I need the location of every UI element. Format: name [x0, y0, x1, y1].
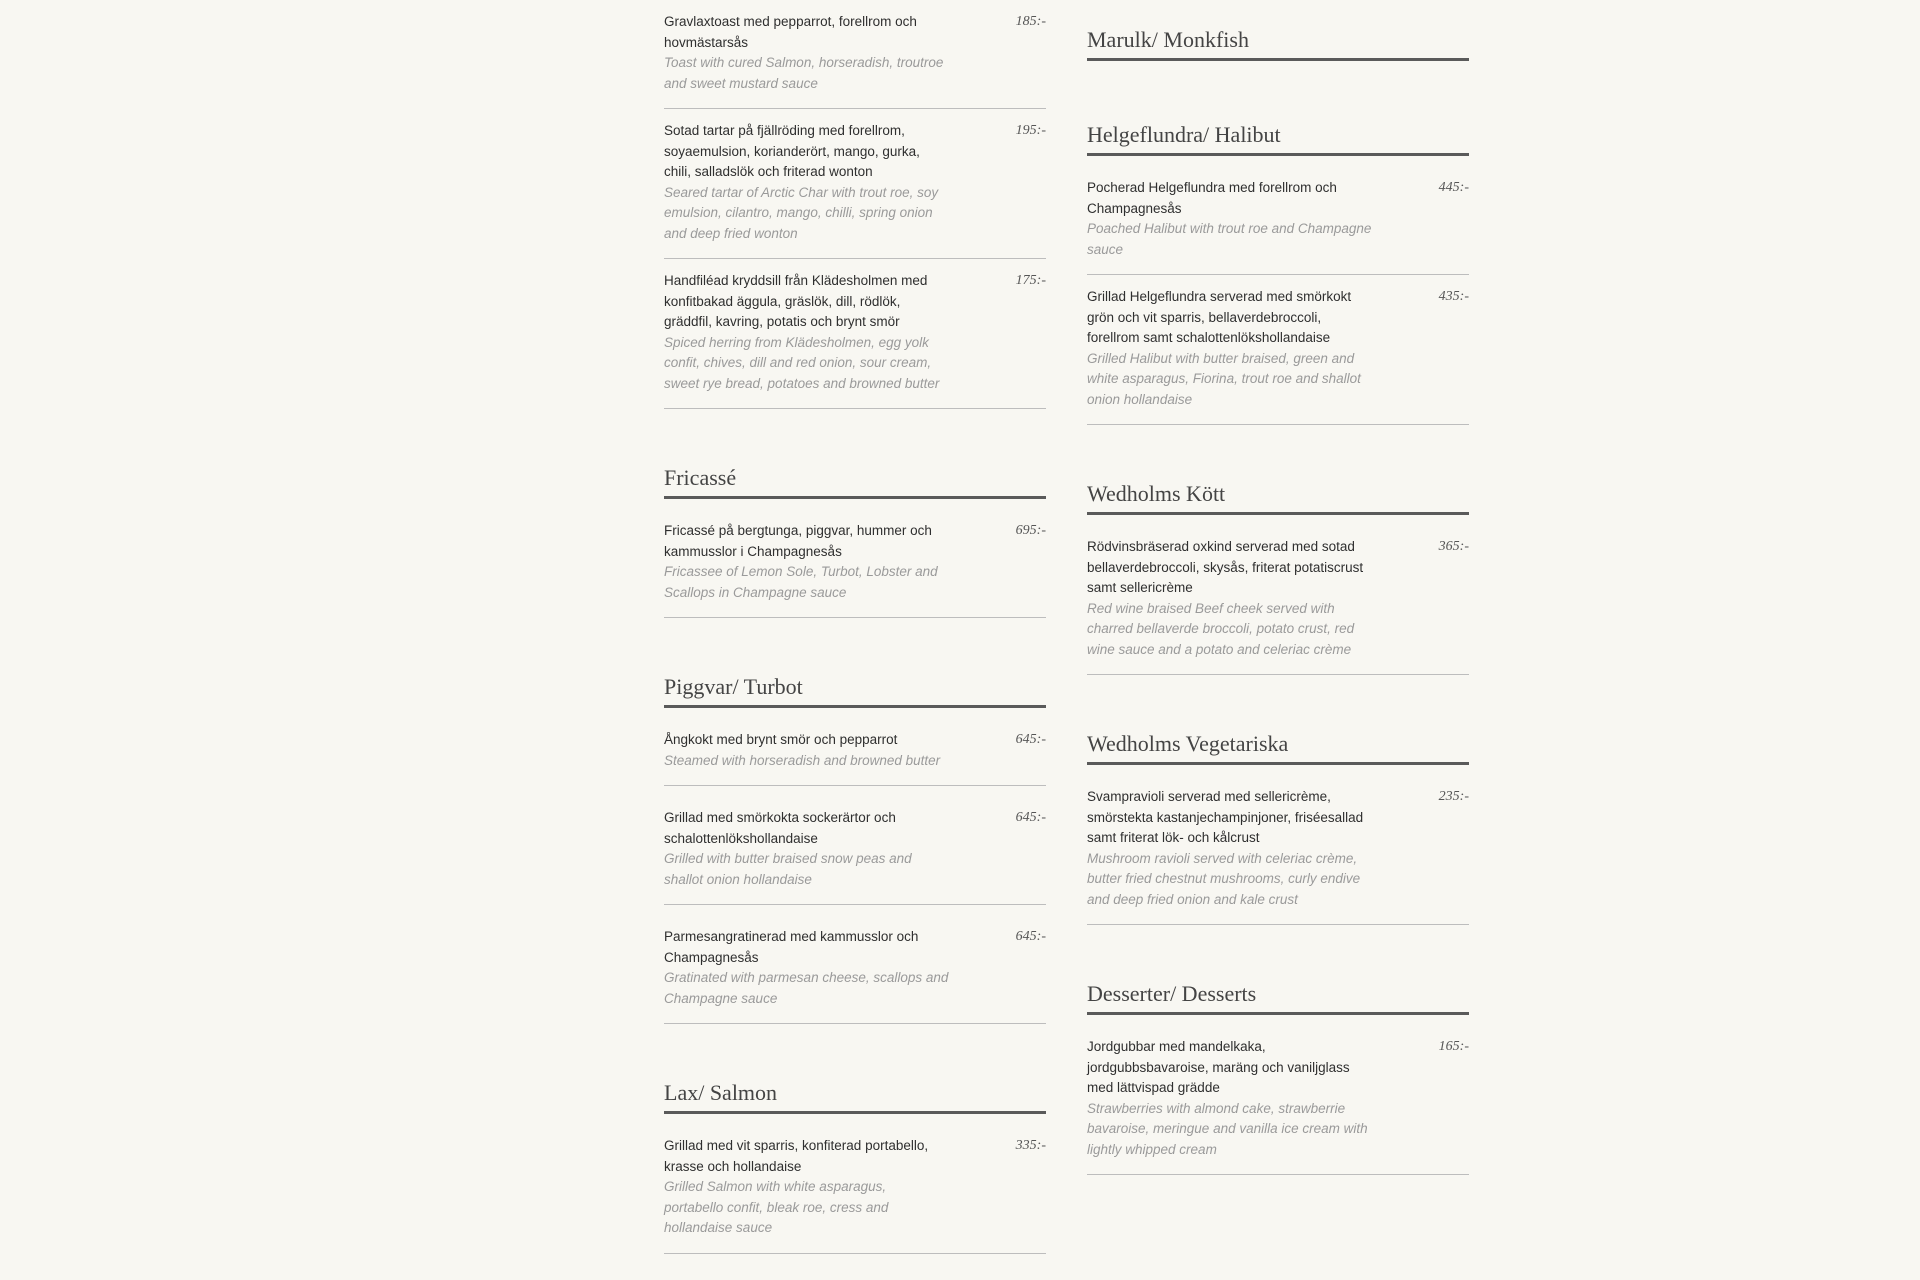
item-price: 435:-	[1438, 289, 1469, 304]
menu-item-turbot-steamed	[664, 730, 1046, 786]
section-vegetarian	[1087, 731, 1469, 925]
item-name-sv: Pocherad Helgeflundra med forellrom och Champagnesås	[1087, 180, 1337, 216]
section-fricasse	[664, 465, 1046, 618]
item-name-en: Gratinated with parmesan cheese, scallops and Champagne sauce	[664, 970, 949, 1006]
item-price: 645:-	[1015, 929, 1046, 944]
section-meat	[1087, 481, 1469, 675]
item-price: 365:-	[1438, 539, 1469, 554]
menu-item-beef-cheek	[1087, 537, 1469, 675]
section-title: Fricassé	[664, 465, 1046, 499]
item-name-sv: Svampravioli serverad med sellericrème, smörstekta kastanjechampinjoner, friséesallad samt friterat lök- och kålcrust	[1087, 789, 1364, 845]
section-title: Helgeflundra/ Halibut	[1087, 122, 1469, 156]
menu-item-halibut-grilled	[1087, 287, 1469, 425]
section-title: Wedholms Kött	[1087, 481, 1469, 515]
item-name-en: Spiced herring from Klädesholmen, egg yolk confit, chives, dill and red onion, sour cream, sweet rye bread, potatoes and browned butter	[664, 334, 940, 391]
menu-item-kryddsill	[664, 271, 1046, 409]
item-name-sv: Parmesangratinerad med kammusslor och Champagnesås	[664, 929, 919, 965]
item-price: 235:-	[1438, 789, 1469, 804]
item-price: 185:-	[1015, 14, 1046, 29]
menu-item-halibut-poached	[1087, 178, 1469, 275]
section-title: Lax/ Salmon	[664, 1080, 1046, 1114]
item-name-sv: Ångkokt med brynt smör och pepparrot	[664, 732, 898, 747]
section-title: Wedholms Vegetariska	[1087, 731, 1469, 765]
item-name-en: Fricassee of Lemon Sole, Turbot, Lobster and Scallops in Champagne sauce	[664, 564, 938, 600]
item-name-en: Seared tartar of Arctic Char with trout roe, soy emulsion, cilantro, mango, chilli, spring onion and deep fried wonton	[664, 184, 939, 241]
item-name-en: Grilled Halibut with butter braised, green and white asparagus, Fiorina, trout roe and shallot onion hollandaise	[1087, 350, 1361, 407]
item-price: 445:-	[1438, 180, 1469, 195]
item-name-sv: Rödvinsbräserad oxkind serverad med sotad bellaverdebroccoli, skysås, friterat potatiscrust samt sellericrème	[1087, 539, 1364, 595]
item-price: 195:-	[1015, 123, 1046, 138]
item-name-sv: Handfiléad kryddsill från Klädesholmen med konfitbakad äggula, gräslök, dill, rödlök, gräddfil, kavring, potatis och brynt smör	[664, 273, 928, 329]
section-turbot	[664, 674, 1046, 1024]
section-halibut	[1087, 122, 1469, 425]
menu-left-column	[664, 0, 1046, 1254]
section-title: Marulk/ Monkfish	[1087, 27, 1469, 61]
menu-item-mushroom-ravioli	[1087, 787, 1469, 925]
menu-item-strawberries	[1087, 1037, 1469, 1175]
item-name-sv: Sotad tartar på fjällröding med forellrom, soyaemulsion, korianderört, mango, gurka, chili, salladslök och friterad wonton	[664, 123, 920, 179]
item-price: 165:-	[1438, 1039, 1469, 1054]
item-name-sv: Gravlaxtoast med pepparrot, forellrom och hovmästarsås	[664, 14, 917, 50]
menu-item-gravlaxtoast	[664, 12, 1046, 109]
item-name-en: Grilled with butter braised snow peas and shallot onion hollandaise	[664, 851, 912, 887]
section-title: Desserter/ Desserts	[1087, 981, 1469, 1015]
item-name-en: Steamed with horseradish and browned butter	[664, 752, 941, 768]
item-price: 695:-	[1015, 523, 1046, 538]
item-name-sv: Grillad Helgeflundra serverad med smörkokt grön och vit sparris, bellaverdebroccoli, forellrom samt schalottenlökshollandaise	[1087, 289, 1352, 345]
menu-item-turbot-gratinated	[664, 927, 1046, 1024]
menu-item-turbot-grilled	[664, 808, 1046, 905]
menu-item-fricasse	[664, 521, 1046, 618]
item-price: 175:-	[1015, 273, 1046, 288]
item-price: 645:-	[1015, 732, 1046, 747]
item-price: 645:-	[1015, 810, 1046, 825]
item-price: 335:-	[1015, 1138, 1046, 1153]
section-title: Piggvar/ Turbot	[664, 674, 1046, 708]
item-name-en: Grilled Salmon with white asparagus, portabello confit, bleak roe, cress and hollandaise sauce	[664, 1179, 889, 1235]
section-starters	[664, 12, 1046, 409]
section-desserts	[1087, 981, 1469, 1175]
item-name-en: Red wine braised Beef cheek served with charred bellaverde broccoli, potato crust, red wine sauce and a potato and celeriac crème	[1087, 600, 1355, 657]
item-name-en: Poached Halibut with trout roe and Champagne sauce	[1087, 221, 1372, 257]
item-name-sv: Grillad med smörkokta sockerärtor och schalottenlökshollandaise	[664, 810, 896, 846]
item-name-en: Mushroom ravioli served with celeriac crème, butter fried chestnut mushrooms, curly endive and deep fried onion and kale crust	[1087, 850, 1361, 907]
section-monkfish	[1087, 27, 1469, 61]
item-name-en: Toast with cured Salmon, horseradish, troutroe and sweet mustard sauce	[664, 55, 944, 91]
item-name-sv: Fricassé på bergtunga, piggvar, hummer och kammusslor i Champagnesås	[664, 523, 932, 559]
menu-right-column	[1087, 0, 1469, 1175]
section-salmon	[664, 1080, 1046, 1254]
item-name-sv: Jordgubbar med mandelkaka, jordgubbsbavaroise, maräng och vaniljglass med lättvispad grädde	[1087, 1039, 1350, 1095]
menu-item-tartar	[664, 121, 1046, 259]
menu-item-salmon-grilled	[664, 1136, 1046, 1254]
item-name-sv: Grillad med vit sparris, konfiterad portabello, krasse och hollandaise	[664, 1138, 929, 1174]
item-name-en: Strawberries with almond cake, strawberrie bavaroise, meringue and vanilla ice cream with lightly whipped cream	[1087, 1100, 1368, 1157]
